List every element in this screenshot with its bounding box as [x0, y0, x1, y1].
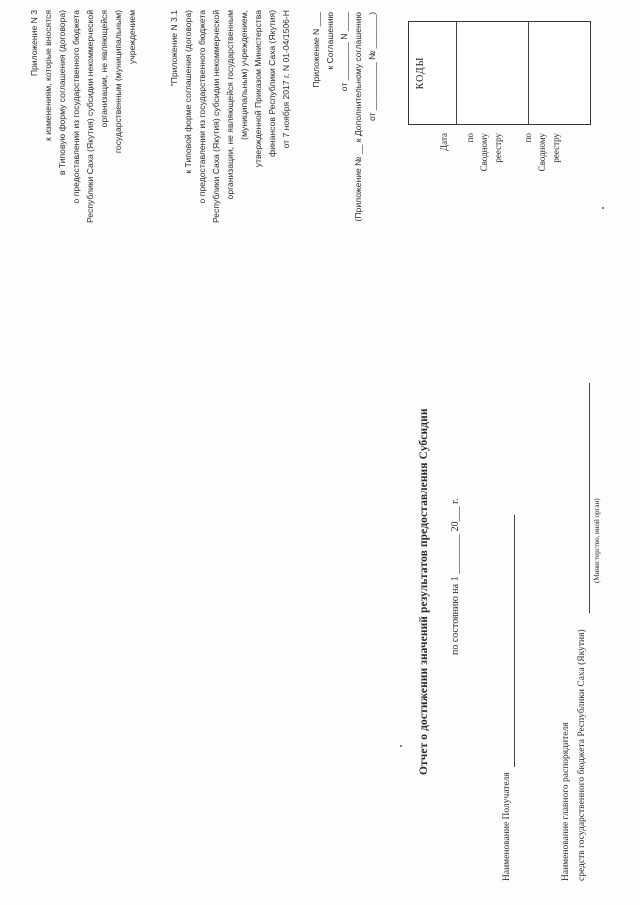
- agreement-ref-line: от __________ № _______): [367, 12, 377, 122]
- as-of-date: по состоянию на 1 ________ 20___ г.: [450, 498, 461, 655]
- registry-label: Сводному: [537, 133, 547, 172]
- registry-label: реестру: [493, 133, 503, 163]
- codes-header-label: КОДЫ: [415, 56, 426, 90]
- appendix-3-line: Приложение N 3: [29, 10, 39, 77]
- registry-label: реестру: [551, 133, 561, 163]
- gpbs-field-line: [589, 383, 590, 613]
- recipient-field-line: [514, 515, 515, 767]
- appendix-3-line: государственным (муниципальным): [113, 10, 123, 154]
- appendix-3-1-line: (муниципальным) учреждением,: [239, 10, 249, 140]
- appendix-3-1-line: финансов Республики Саха (Якутия): [267, 10, 277, 157]
- codes-header: [408, 21, 434, 125]
- gpbs-caption: (Министерство, иной орган): [593, 498, 601, 583]
- agreement-ref-line: от ________ N ____: [339, 12, 349, 92]
- scan-speck: [400, 745, 402, 747]
- agreement-ref-line: Приложение N ___: [311, 12, 321, 88]
- codes-cell-date: [432, 22, 457, 124]
- scan-speck: [602, 207, 604, 209]
- agreement-ref-line: (Приложение № __ к Дополнительному соглашению: [353, 12, 363, 222]
- date-label: Дата: [439, 133, 449, 151]
- appendix-3-line: Республики Саха (Якутия) субсидии некоммерческой: [85, 10, 95, 224]
- appendix-3-1-line: от 7 ноября 2017 г. N 01-04/1506-Н: [281, 10, 291, 149]
- gpbs-label: средств государственного бюджета Республики Саха (Якутия): [577, 629, 587, 881]
- appendix-3-line: о предоставлении из государственного бюджета: [71, 10, 81, 204]
- appendix-3-1-line: о предоставлении из государственного бюджета: [197, 10, 207, 204]
- registry-label: по: [465, 133, 475, 143]
- appendix-3-1-line: к Типовой форме соглашения (договора): [183, 10, 193, 174]
- recipient-label: Наименование Получателя: [502, 772, 512, 881]
- appendix-3-1-line: организации, не являющейся государственным: [225, 10, 235, 200]
- registry-label: по: [523, 133, 533, 143]
- registry-label: Сводному: [479, 133, 489, 172]
- appendix-3-1-line: Республики Саха (Якутия) субсидии некоммерческой: [211, 10, 221, 224]
- appendix-3-line: учреждением: [127, 10, 137, 65]
- appendix-3-1-line: "Приложение N 3.1: [169, 10, 179, 87]
- gpbs-label: Наименование главного распорядителя: [561, 722, 571, 881]
- appendix-3-line: в Типовую форму соглашения (договора): [57, 10, 67, 176]
- codes-cell-registry-1: [456, 22, 529, 124]
- appendix-3-1-line: утвержденной Приказом Министерства: [253, 10, 263, 168]
- appendix-3-line: к изменениям, которые вносятся: [43, 10, 53, 142]
- appendix-3-line: организации, не являющейся: [99, 10, 109, 128]
- report-title: Отчет о достижении значений результатов предоставления Субсидии: [418, 408, 430, 775]
- agreement-ref-line: к Соглашению: [325, 12, 335, 70]
- codes-table: [432, 21, 591, 125]
